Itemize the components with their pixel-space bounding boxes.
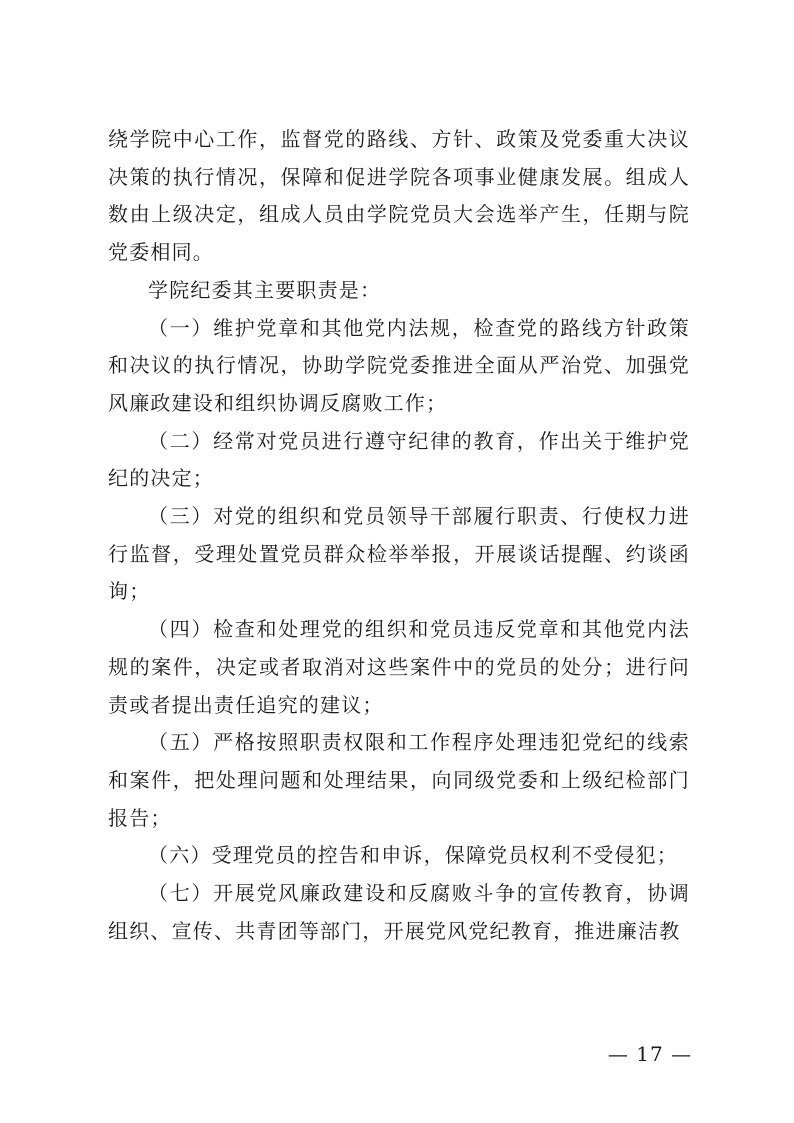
paragraph-duty-7: （七）开展党风廉政建设和反腐败斗争的宣传教育，协调组织、宣传、共青团等部门，开展党风党纪教育，推进廉洁教 — [108, 881, 690, 943]
paragraph-duty-3: （三）对党的组织和党员领导干部履行职责、行使权力进行监督，受理处置党员群众检举举报，开展谈话提醒、约谈函询； — [108, 504, 690, 604]
body-text — [108, 121, 690, 950]
page-number: — 17 — — [607, 1042, 693, 1066]
paragraph-duty-5: （五）严格按照职责权限和工作程序处理违犯党纪的线索和案件，把处理问题和处理结果，向同级党委和上级纪检部门报告； — [108, 730, 690, 830]
paragraph-duties-intro: 学院纪委其主要职责是： — [148, 277, 382, 302]
paragraph-duty-4: （四）检查和处理党的组织和党员违反党章和其他党内法规的案件，决定或者取消对这些案件中的党员的处分；进行问责或者提出责任追究的建议； — [108, 617, 690, 717]
paragraph-duty-1: （一）维护党章和其他党内法规，检查党的路线方针政策和决议的执行情况，协助学院党委推进全面从严治党、加强党风廉政建设和组织协调反腐败工作； — [108, 315, 690, 415]
paragraph-continuation: 绕学院中心工作，监督党的路线、方针、政策及党委重大决议决策的执行情况，保障和促进学院各项事业健康发展。组成人数由上级决定，组成人员由学院党员大会选举产生，任期与院党委相同。 — [108, 127, 690, 265]
paragraph-duty-2: （二）经常对党员进行遵守纪律的教育，作出关于维护党纪的决定； — [108, 428, 690, 491]
paragraph-duty-6: （六）受理党员的控告和申诉，保障党员权利不受侵犯； — [148, 843, 678, 868]
